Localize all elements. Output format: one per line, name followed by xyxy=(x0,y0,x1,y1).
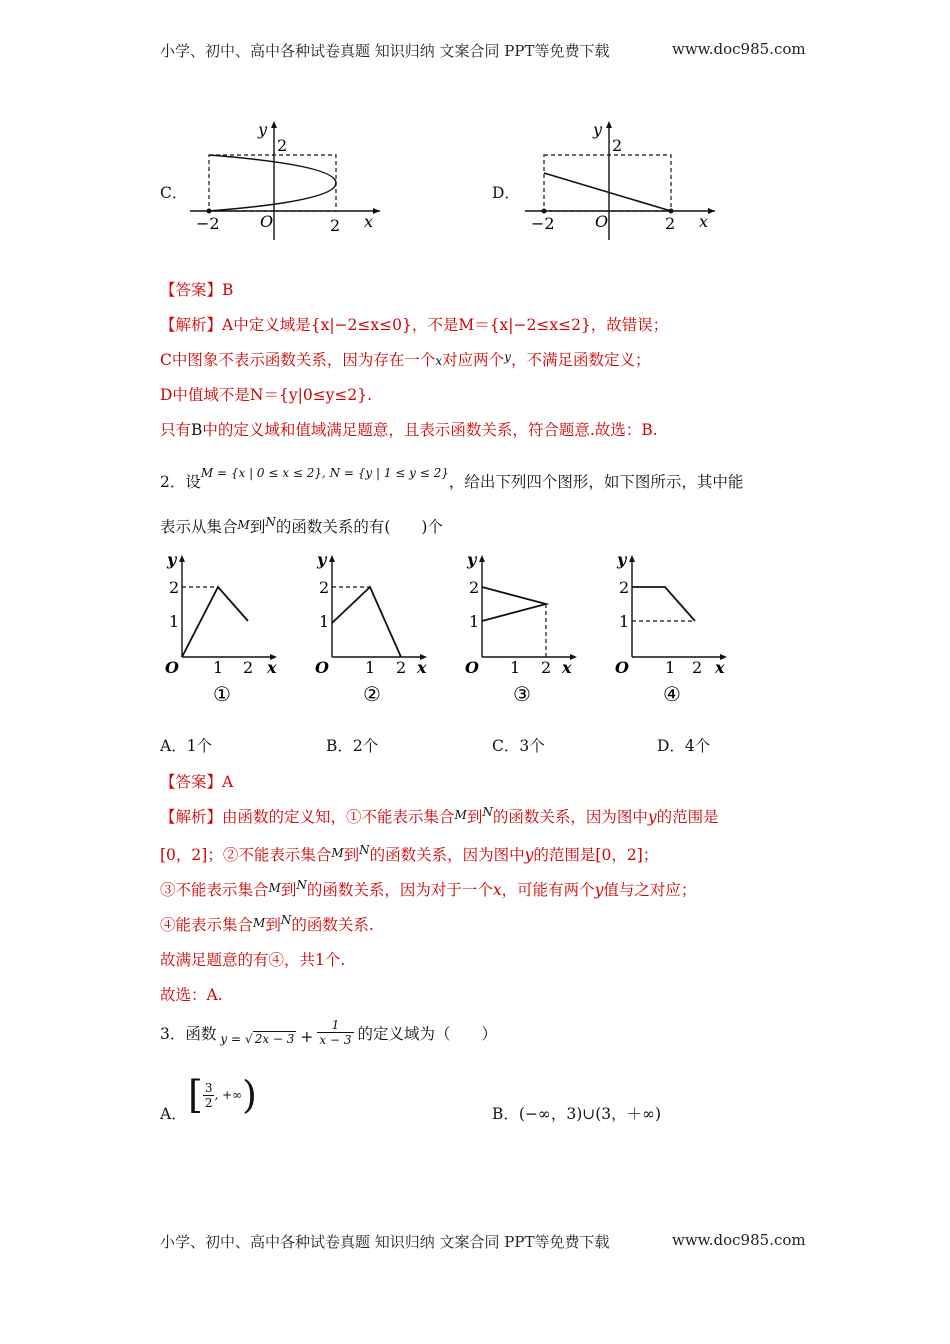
stem-text: 到 xyxy=(249,518,266,536)
analysis-text: 值与之对应； xyxy=(603,881,697,899)
var-M: M xyxy=(253,916,266,930)
graph-c xyxy=(180,115,400,240)
tick-x1: 1 xyxy=(665,658,676,677)
q2-option-b: B．2个 xyxy=(326,737,379,755)
analysis-text: ，不满足函数定义； xyxy=(510,351,651,369)
analysis-text: 只有 xyxy=(160,421,192,439)
interval-rest: , +∞ xyxy=(214,1088,243,1102)
q2-answer: 【答案】A xyxy=(160,773,234,791)
option-d-label: D． xyxy=(492,184,520,202)
tick-y2: 2 xyxy=(169,578,180,597)
var-N: N xyxy=(482,805,493,819)
func-y: y = xyxy=(220,1031,242,1046)
y-arrow xyxy=(479,555,485,562)
var-b: B xyxy=(191,421,203,439)
q3-stem xyxy=(160,1018,497,1047)
analysis-text: 到 xyxy=(280,881,297,899)
y-arrow xyxy=(606,121,612,128)
plus-sign: + xyxy=(300,1027,314,1046)
analysis-text: 到 xyxy=(265,916,281,934)
tick-2: 2 xyxy=(665,214,676,233)
graph-line xyxy=(632,587,695,621)
x-arrow xyxy=(708,208,715,214)
tick-y2: 2 xyxy=(469,578,480,597)
graph-line xyxy=(482,587,546,621)
analysis-tag: 【解析】 xyxy=(160,316,223,334)
analysis-text: 的函数关系，因为对于一个 xyxy=(306,881,493,899)
q2-analysis-line4 xyxy=(160,913,374,935)
var-N: N xyxy=(296,878,307,892)
sqrt-expression: √ 2x − 3 xyxy=(245,1031,295,1046)
graph-number: ③ xyxy=(513,682,531,706)
header-text: 小学、初中、高中各种试卷真题 知识归纳 文案合同 PPT等免费下载 xyxy=(160,42,610,60)
graph-number: ④ xyxy=(663,682,681,706)
q1-analysis-line3: D中值域不是N＝{y|0≤y≤2}. xyxy=(160,386,373,404)
y-label: y xyxy=(258,120,268,139)
tick-y2: 2 xyxy=(619,578,630,597)
graph-1 xyxy=(155,545,290,710)
stem-text: 的函数关系的有( )个 xyxy=(275,518,443,536)
left-bracket: [ xyxy=(188,1073,203,1117)
tick-2: 2 xyxy=(330,216,341,235)
q3-option-a-label: A． xyxy=(160,1105,187,1123)
tick-y2: 2 xyxy=(277,136,288,155)
q3-option-a-interval xyxy=(188,1073,257,1117)
q1-analysis-line2 xyxy=(160,348,650,370)
var-M: M xyxy=(454,808,467,822)
footer-url: www.doc985.com xyxy=(672,1231,806,1249)
tick-x1: 1 xyxy=(510,658,521,677)
q2-analysis-line2 xyxy=(160,843,658,865)
origin-label: O xyxy=(615,658,629,677)
q2-stem-line1 xyxy=(160,466,743,492)
graph-3 xyxy=(455,545,590,710)
analysis-tag: 【解析】 xyxy=(160,808,223,826)
tick-y1: 1 xyxy=(469,612,480,631)
x-label: x xyxy=(417,658,427,677)
analysis-text: C中图象不表示函数关系，因为存在一个 xyxy=(160,351,436,369)
var-M: M xyxy=(331,846,344,860)
q2-analysis-line1 xyxy=(160,805,719,827)
analysis-text: A中定义域是{x|−2≤x≤0}，不是M＝{x|−2≤x≤2}，故错误； xyxy=(222,316,669,334)
tick-x2: 2 xyxy=(243,658,254,677)
x-label: x xyxy=(562,658,572,677)
q2-analysis-line5: 故满足题意的有④，共1个. xyxy=(160,951,346,969)
parabola-curve xyxy=(209,155,336,211)
analysis-text: 的函数关系，因为图中 xyxy=(492,808,648,826)
var-y: y xyxy=(594,881,604,899)
var-x: x xyxy=(492,881,502,899)
q2-suffix: ，给出下列四个图形，如下图所示，其中能 xyxy=(448,473,744,491)
q2-analysis-line6: 故选：A. xyxy=(160,986,223,1004)
q2-sets: M = {x | 0 ≤ x ≤ 2}, N = {y | 1 ≤ y ≤ 2} xyxy=(200,466,449,480)
option-c-label: C． xyxy=(160,184,188,202)
q2-option-c: C．3个 xyxy=(492,737,545,755)
analysis-text: 的函数关系，因为图中 xyxy=(369,846,525,864)
analysis-text: ④能表示集合 xyxy=(160,916,254,934)
var-y: y xyxy=(524,846,534,864)
sqrt-radicand: 2x − 3 xyxy=(254,1031,295,1046)
dashed-box xyxy=(209,155,336,211)
analysis-text: 的范围是[0，2]； xyxy=(533,846,659,864)
x-label: x xyxy=(364,212,374,231)
var-N: N xyxy=(265,515,276,529)
graph-number: ① xyxy=(213,682,231,706)
tick-neg2: −2 xyxy=(196,214,220,233)
tick-y1: 1 xyxy=(619,612,630,631)
var-x: x xyxy=(435,354,443,368)
var-M: M xyxy=(268,881,281,895)
q2-prefix: 2．设 xyxy=(160,473,201,491)
analysis-text: 由函数的定义知，①不能表示集合 xyxy=(222,808,455,826)
y-label: y xyxy=(467,550,477,569)
var-M: M xyxy=(237,518,250,532)
y-label: y xyxy=(593,120,603,139)
tick-y1: 1 xyxy=(169,612,180,631)
graph-line xyxy=(182,587,248,657)
analysis-text: 中的定义域和值域满足题意，且表示函数关系，符合题意.故选：B. xyxy=(202,421,658,439)
analysis-text: 的范围是 xyxy=(656,808,719,826)
analysis-text: ③不能表示集合 xyxy=(160,881,269,899)
y-arrow xyxy=(179,555,185,562)
fraction xyxy=(203,1081,215,1110)
analysis-text: 到 xyxy=(466,808,483,826)
q1-answer: 【答案】B xyxy=(160,281,234,299)
stem-text: 表示从集合 xyxy=(160,518,238,536)
y-label: y xyxy=(167,550,177,569)
q2-option-a: A．1个 xyxy=(160,737,213,755)
q1-analysis-line4 xyxy=(160,418,658,440)
origin-label: O xyxy=(165,658,179,677)
q3-option-b: B．(−∞，3)∪(3，＋∞) xyxy=(492,1105,662,1123)
tick-x2: 2 xyxy=(396,658,407,677)
page-header xyxy=(160,40,610,61)
tick-x1: 1 xyxy=(213,658,224,677)
frac-den: 2 xyxy=(204,1095,213,1110)
graph-d xyxy=(515,115,735,240)
y-label: y xyxy=(617,550,627,569)
analysis-text: ，可能有两个 xyxy=(501,881,595,899)
y-arrow xyxy=(629,555,635,562)
tick-y2: 2 xyxy=(319,578,330,597)
tick-x2: 2 xyxy=(541,658,552,677)
y-arrow xyxy=(329,555,335,562)
frac-num: 3 xyxy=(204,1080,213,1095)
tick-x2: 2 xyxy=(692,658,703,677)
graph-2 xyxy=(305,545,440,710)
origin-label: O xyxy=(595,212,609,231)
point xyxy=(542,209,547,214)
right-paren: ) xyxy=(242,1073,257,1117)
q2-analysis-line3 xyxy=(160,878,696,900)
tick-x1: 1 xyxy=(365,658,376,677)
q3-prefix: 3．函数 xyxy=(160,1024,217,1043)
graph-number: ② xyxy=(363,682,381,706)
tick-y1: 1 xyxy=(319,612,330,631)
origin-label: O xyxy=(465,658,479,677)
graph-4 xyxy=(605,545,740,710)
header-url: www.doc985.com xyxy=(672,40,806,58)
point xyxy=(207,209,212,214)
fraction xyxy=(317,1018,353,1047)
point xyxy=(669,209,674,214)
analysis-text: [0，2]；②不能表示集合 xyxy=(160,846,332,864)
var-y: y xyxy=(504,350,511,364)
var-y: y xyxy=(647,808,657,826)
y-arrow xyxy=(271,121,277,128)
page-footer: 小学、初中、高中各种试卷真题 知识归纳 文案合同 PPT等免费下载 xyxy=(160,1233,610,1251)
line-segment xyxy=(544,173,671,211)
var-N: N xyxy=(280,913,292,927)
x-label: x xyxy=(267,658,277,677)
origin-label: O xyxy=(315,658,329,677)
q2-stem-line2 xyxy=(160,515,443,537)
tick-y2: 2 xyxy=(612,136,623,155)
x-label: x xyxy=(715,658,725,677)
q2-option-d: D．4个 xyxy=(657,737,711,755)
tick-neg2: −2 xyxy=(531,214,555,233)
y-label: y xyxy=(317,550,327,569)
x-label: x xyxy=(699,212,709,231)
analysis-text: 的函数关系. xyxy=(291,916,374,934)
frac-num: 1 xyxy=(317,1018,353,1033)
q3-suffix: 的定义域为（ ） xyxy=(357,1024,498,1043)
var-N: N xyxy=(359,843,370,857)
frac-den: x − 3 xyxy=(319,1033,352,1047)
q1-analysis-line1 xyxy=(160,313,668,335)
x-arrow xyxy=(373,208,380,214)
analysis-text: 对应两个 xyxy=(442,351,505,369)
dashed-box xyxy=(544,155,671,211)
graph-line xyxy=(332,587,401,657)
analysis-text: 到 xyxy=(343,846,360,864)
origin-label: O xyxy=(260,212,274,231)
